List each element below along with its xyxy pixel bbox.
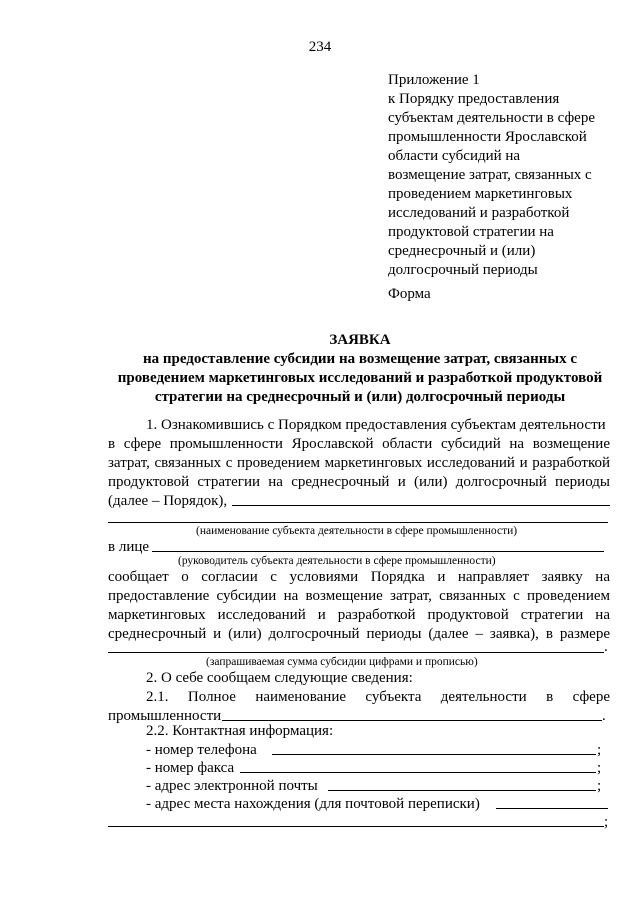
para1-line: 1. Ознакомившись с Порядком предоставления субъектам деятельности <box>146 417 606 433</box>
head-caption: (руководитель субъекта деятельности в сфере промышленности) <box>178 555 496 567</box>
title-line: стратегии на среднесрочный и (или) долгосрочный периоды <box>154 389 566 405</box>
appendix-line: субъектам деятельности в сфере <box>388 110 595 126</box>
full-name-period: . <box>602 708 606 724</box>
section2-intro: 2. О себе сообщаем следующие сведения: <box>146 670 413 686</box>
email-semicolon: ; <box>597 778 602 794</box>
appendix-line: области субсидий на <box>388 148 521 164</box>
porjadok-fill-line[interactable] <box>232 505 610 506</box>
para1-line: (далее – Порядок), <box>108 493 228 509</box>
appendix-line: продуктовой стратегии на <box>388 224 554 240</box>
address-fill-line[interactable] <box>496 808 608 809</box>
appendix-line: проведением маркетинговых <box>388 186 573 202</box>
full-name-fill-line[interactable] <box>222 720 602 721</box>
address-label: - адрес места нахождения (для почтовой переписки) <box>146 796 480 812</box>
para1-line: в сфере промышленности Ярославской области субсидий на возмещение <box>108 436 610 452</box>
phone-fill-line[interactable] <box>272 754 596 755</box>
page-number: 234 <box>308 39 332 55</box>
para2-line: среднесрочный и (или) долгосрочный периоды (далее – заявка), в размере <box>108 626 610 642</box>
appendix-line: возмещение затрат, связанных с <box>388 167 592 183</box>
address-semicolon: ; <box>604 814 609 830</box>
fax-semicolon: ; <box>597 760 602 776</box>
para1-line: затрат, связанных с проведением маркетинговых исследований и разработкой <box>108 455 610 471</box>
phone-label: - номер телефона <box>146 742 257 758</box>
address-fill-line-2[interactable] <box>108 826 604 827</box>
para1-line: продуктовой стратегии на среднесрочный и (или) долгосрочный периоды <box>108 474 610 490</box>
title-line: проведением маркетинговых исследований и разработкой продуктовой <box>117 370 603 386</box>
subject-name-caption: (наименование субъекта деятельности в сфере промышленности) <box>196 525 518 537</box>
fax-label: - номер факса <box>146 760 235 776</box>
subject-name-fill-line[interactable] <box>108 522 608 523</box>
form-label: Форма <box>388 286 431 302</box>
para2-line: предоставление субсидии на возмещение затрат, связанных с проведением <box>108 588 610 604</box>
document-title: ЗАЯВКА <box>329 332 391 348</box>
appendix-line: к Порядку предоставления <box>388 91 560 107</box>
item-2-1-line: промышленности <box>108 708 222 724</box>
appendix-line: промышленности Ярославской <box>388 129 587 145</box>
para2-line: маркетинговых исследований и разработкой продуктовой стратегии на <box>108 607 610 623</box>
fax-fill-line[interactable] <box>240 772 596 773</box>
item-2-2: 2.2. Контактная информация: <box>146 723 334 739</box>
appendix-block <box>388 71 595 280</box>
amount-caption: (запрашиваемая сумма субсидии цифрами и прописью) <box>206 656 478 668</box>
phone-semicolon: ; <box>597 742 602 758</box>
head-fill-line[interactable] <box>152 551 604 552</box>
email-fill-line[interactable] <box>328 790 596 791</box>
appendix-line: долгосрочный периоды <box>388 262 538 278</box>
appendix-line: исследований и разработкой <box>388 205 570 221</box>
in-person-label: в лице <box>108 539 150 555</box>
title-line: на предоставление субсидии на возмещение затрат, связанных с <box>142 351 578 367</box>
amount-fill-line[interactable] <box>108 652 604 653</box>
para2-line: сообщает о согласии с условиями Порядка и направляет заявку на <box>108 569 610 585</box>
item-2-1-line: 2.1. Полное наименование субъекта деятельности в сфере <box>146 689 610 705</box>
amount-period: . <box>604 639 608 655</box>
email-label: - адрес электронной почты <box>146 778 318 794</box>
appendix-line: среднесрочный и (или) <box>388 243 536 259</box>
appendix-line: Приложение 1 <box>388 72 480 88</box>
